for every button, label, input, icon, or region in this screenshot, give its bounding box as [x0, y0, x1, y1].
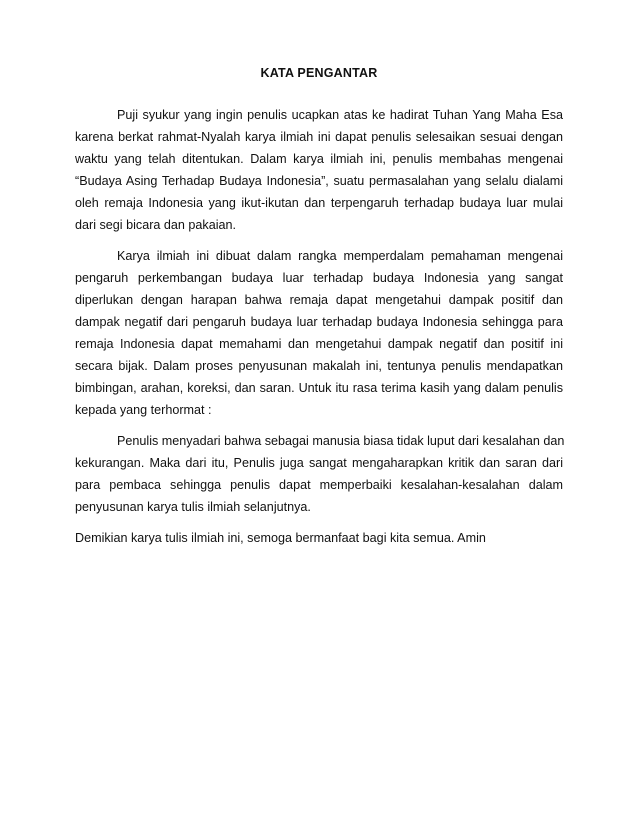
paragraph-line: penyusunan karya tulis ilmiah selanjutnya. — [75, 500, 311, 514]
paragraph-line: dampak negatif dari pengaruh budaya luar terhadap budaya Indonesia sehingga para — [75, 315, 563, 329]
paragraph-line: pengaruh perkembangan budaya luar terhadap budaya Indonesia yang sangat — [75, 271, 563, 285]
paragraph-line: Demikian karya tulis ilmiah ini, semoga bermanfaat bagi kita semua. Amin — [75, 531, 486, 545]
document-body — [75, 104, 563, 558]
paragraph-line: bimbingan, arahan, koreksi, dan saran. Untuk itu rasa terima kasih yang dalam penulis — [75, 381, 563, 395]
paragraph-4 — [75, 527, 563, 549]
page-title — [0, 66, 638, 80]
paragraph-line: Puji syukur yang ingin penulis ucapkan atas ke hadirat Tuhan Yang Maha Esa — [117, 108, 563, 122]
paragraph-line: secara bijak. Dalam proses penyusunan makalah ini, tentunya penulis mendapatkan — [75, 359, 563, 373]
paragraph-line: “Budaya Asing Terhadap Budaya Indonesia”, suatu permasalahan yang selalu dialami — [75, 174, 563, 188]
paragraph-line: waktu yang telah ditentukan. Dalam karya ilmiah ini, penulis membahas mengenai — [75, 152, 563, 166]
paragraph-line: oleh remaja Indonesia yang ikut-ikutan dan terpengaruh terhadap budaya luar mulai — [75, 196, 563, 210]
paragraph-line: para pembaca sehingga penulis dapat memperbaiki kesalahan-kesalahan dalam — [75, 478, 563, 492]
paragraph-line: kepada yang terhormat : — [75, 403, 212, 417]
paragraph-1 — [75, 104, 563, 236]
paragraph-line: Karya ilmiah ini dibuat dalam rangka memperdalam pemahaman mengenai — [117, 249, 563, 263]
paragraph-line: dari segi bicara dan pakaian. — [75, 218, 237, 232]
paragraph-2 — [75, 245, 563, 421]
paragraph-line: diperlukan dengan harapan bahwa remaja dapat mengetahui dampak positif dan — [75, 293, 563, 307]
paragraph-line: kekurangan. Maka dari itu, Penulis juga sangat mengaharapkan kritik dan saran dari — [75, 456, 563, 470]
paragraph-3 — [75, 430, 563, 518]
paragraph-line: remaja Indonesia dapat memahami dan mengetahui dampak negatif dan positif ini — [75, 337, 563, 351]
paragraph-line: karena berkat rahmat-Nyalah karya ilmiah ini dapat penulis selesaikan sesuai dengan — [75, 130, 563, 144]
title-text: KATA PENGANTAR — [260, 66, 378, 80]
paragraph-line: Penulis menyadari bahwa sebagai manusia biasa tidak luput dari kesalahan dan — [117, 434, 565, 448]
